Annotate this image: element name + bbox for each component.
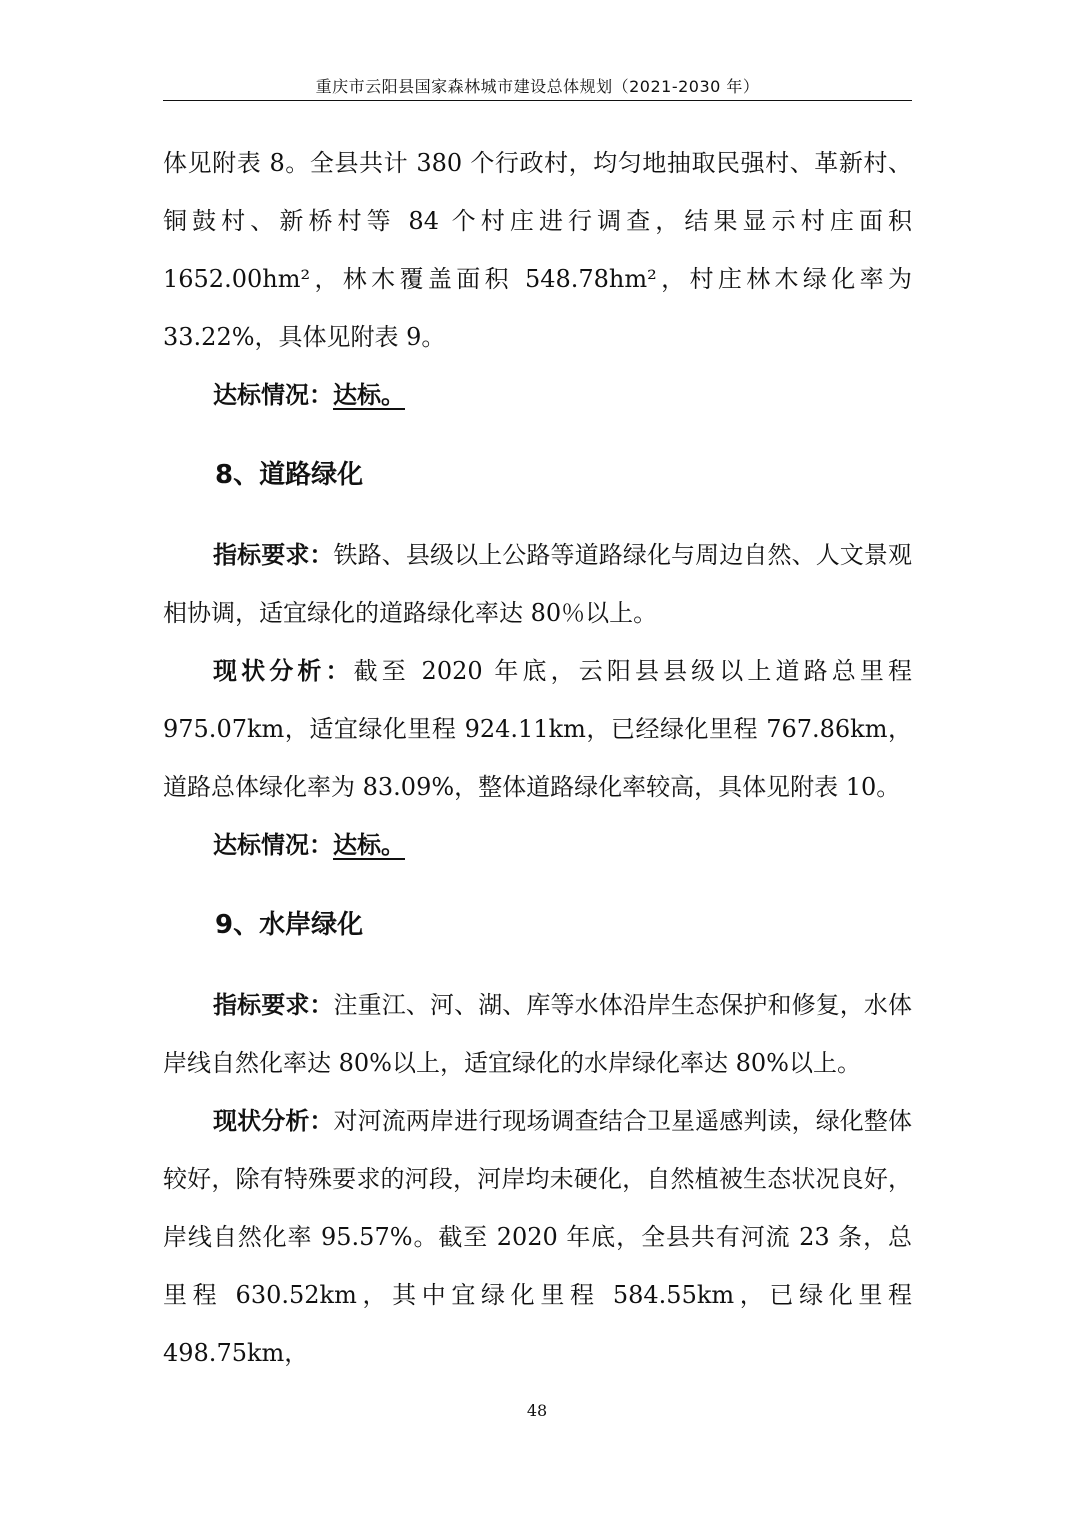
requirement-text: 铁路、县级以上公路等道路绿化与周边自然、人文景观相协调，适宜绿化的道路绿化率达 80％以上。: [163, 541, 913, 627]
section-heading-waterfront-greening: 9、水岸绿化: [215, 910, 364, 940]
requirement-text: 注重江、河、湖、库等水体沿岸生态保护和修复，水体岸线自然化率达 80%以上，适宜绿化的水岸绿化率达 80%以上。: [163, 991, 913, 1077]
section-heading-road-greening: 8、道路绿化: [215, 460, 364, 490]
requirement-label: 指标要求：: [213, 541, 334, 569]
status-line-villages: [163, 366, 912, 424]
requirement-label: 指标要求：: [213, 991, 334, 1019]
paragraph-road-analysis: [163, 642, 912, 816]
paragraph-waterfront-analysis: [163, 1092, 912, 1382]
analysis-text: 对河流两岸进行现场调查结合卫星遥感判读，绿化整体较好，除有特殊要求的河段，河岸均未硬化，自然植被生态状况良好，岸线自然化率 95.57%。截至 2020 年底，全县共有河流 23 条，总里程 630.52km，其中宜绿化里程 584.55km，已绿化里程 498.75km，: [163, 1107, 913, 1367]
analysis-text: 截至 2020 年底，云阳县县级以上道路总里程 975.07km，适宜绿化里程 924.11km，已经绿化里程 767.86km，道路总体绿化率为 83.09%，整体道路绿化率较高，具体见附表 10。: [163, 657, 912, 801]
status-label: 达标情况：: [213, 381, 333, 409]
page-header: 重庆市云阳县国家森林城市建设总体规划（2021-2030 年）: [163, 74, 912, 101]
status-value: 达标。: [333, 381, 405, 409]
analysis-label: 现状分析：: [213, 657, 354, 685]
document-body: [163, 134, 912, 1382]
status-label: 达标情况：: [213, 831, 333, 859]
paragraph-road-requirement: [163, 526, 912, 642]
status-line-roads: [163, 816, 912, 874]
page-number: 48: [526, 1401, 548, 1420]
paragraph-waterfront-requirement: [163, 976, 912, 1092]
analysis-label: 现状分析：: [213, 1107, 334, 1135]
status-value: 达标。: [333, 831, 405, 859]
paragraph-village-survey: 体见附表 8。全县共计 380 个行政村，均匀地抽取民强村、革新村、铜鼓村、新桥村等 84 个村庄进行调查，结果显示村庄面积 1652.00hm²，林木覆盖面积 548.78hm²，村庄林木绿化率为 33.22%，具体见附表 9。: [163, 149, 912, 351]
